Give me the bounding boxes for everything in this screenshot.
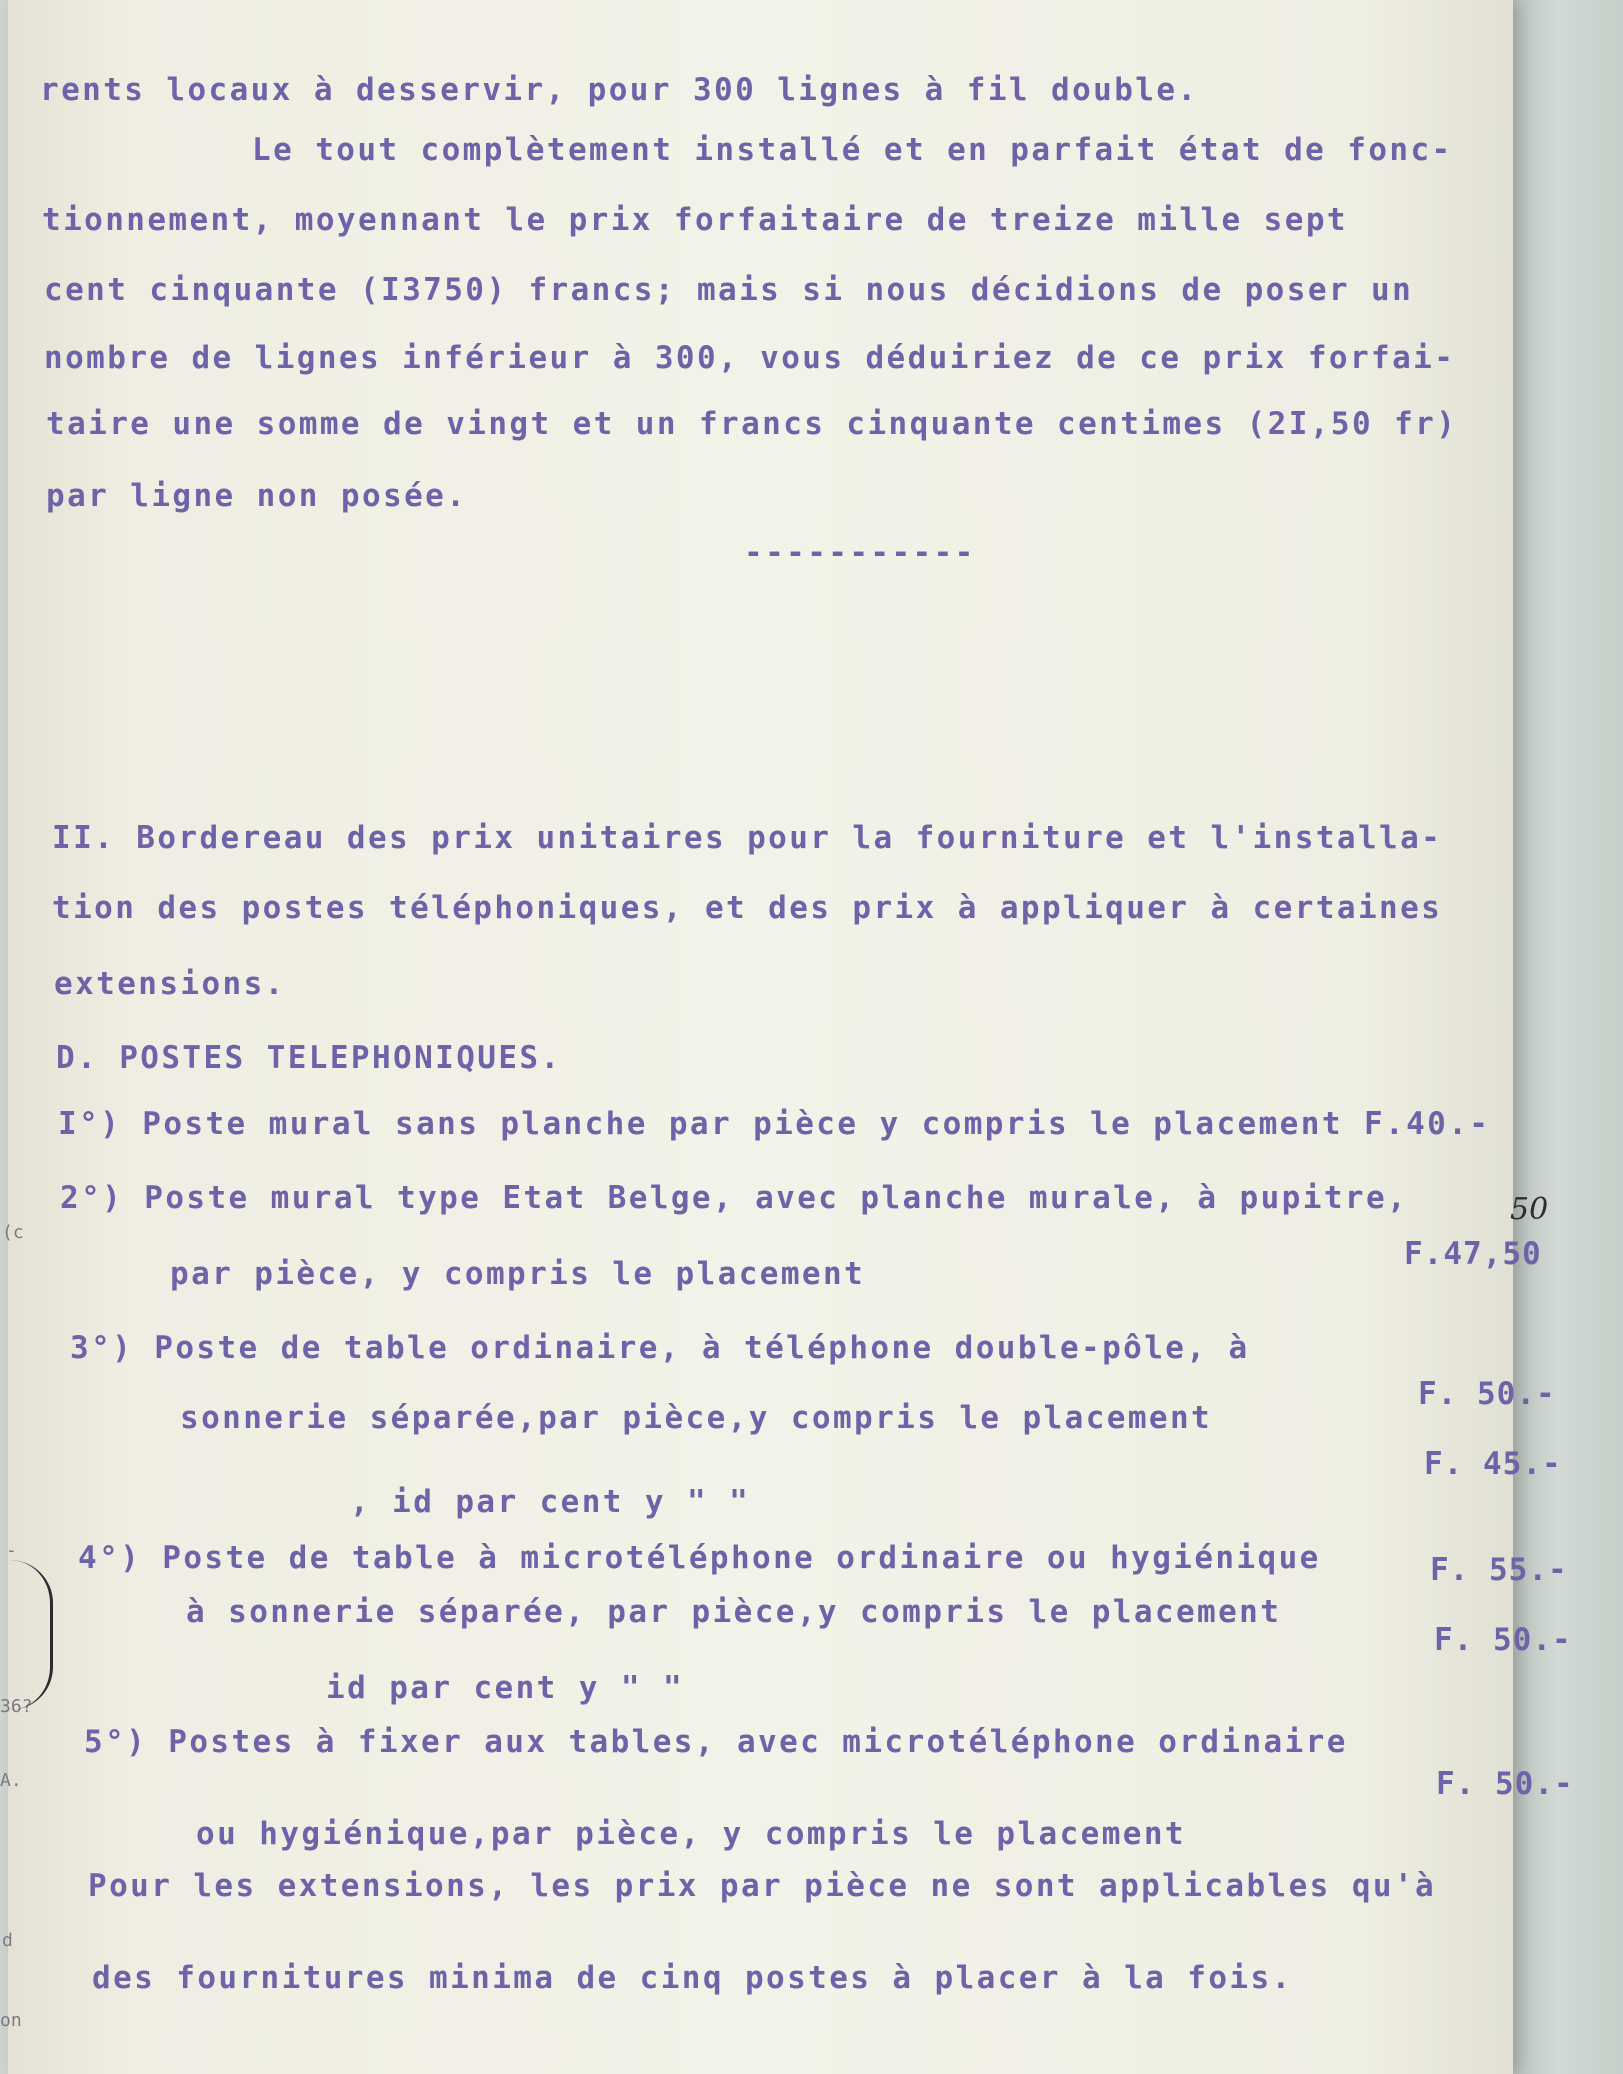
margin-mark: A. — [0, 1770, 22, 1791]
section-heading: II. Bordereau des prix unitaires pour la fourniture et l'installa- — [52, 820, 1443, 856]
note-line: des fournitures minima de cinq postes à placer à la fois. — [92, 1960, 1293, 1996]
price-item-4: 4°) Poste de table à microtéléphone ordinaire ou hygiénique — [78, 1540, 1321, 1576]
text-line: par ligne non posée. — [46, 478, 468, 514]
price-item-2: 2°) Poste mural type Etat Belge, avec planche murale, à pupitre, — [60, 1180, 1409, 1216]
price-item-4-per-hundred: id par cent y " " — [326, 1670, 685, 1706]
price-value: F. 50.- — [1436, 1766, 1574, 1802]
price-item-4-continued: à sonnerie séparée, par pièce,y compris le placement — [186, 1594, 1282, 1630]
price-item-1: I°) Poste mural sans planche par pièce y compris le placement F.40.- — [58, 1106, 1491, 1142]
text-line: rents locaux à desservir, pour 300 lignes à fil double. — [40, 72, 1199, 108]
margin-mark: d — [2, 1930, 13, 1951]
price-item-5: 5°) Postes à fixer aux tables, avec microtéléphone ordinaire — [84, 1724, 1348, 1760]
price-value: F. 55.- — [1430, 1552, 1568, 1588]
margin-mark: on — [0, 2010, 22, 2031]
price-item-2-continued: par pièce, y compris le placement — [170, 1256, 866, 1292]
price-item-3: 3°) Poste de table ordinaire, à téléphone double-pôle, à — [70, 1330, 1250, 1366]
price-item-5-continued: ou hygiénique,par pièce, y compris le placement — [196, 1816, 1186, 1852]
handwritten-bracket-mark — [10, 1560, 53, 1710]
text-line: Le tout complètement installé et en parfait état de fonc- — [252, 132, 1453, 168]
text-line: taire une somme de vingt et un francs cinquante centimes (2I,50 fr) — [46, 406, 1458, 442]
typed-letter-page — [8, 0, 1513, 2074]
separator-dashes: ----------- — [744, 535, 976, 571]
price-item-3-continued: sonnerie séparée,par pièce,y compris le placement — [180, 1400, 1213, 1436]
price-item-3-per-hundred: , id par cent y " " — [350, 1484, 751, 1520]
note-line: Pour les extensions, les prix par pièce ne sont applicables qu'à — [88, 1868, 1437, 1904]
handwritten-correction: 50 — [1510, 1192, 1549, 1227]
margin-mark: - — [6, 1540, 17, 1561]
page-edge-background — [1513, 0, 1623, 2074]
text-line: tion des postes téléphoniques, et des prix à appliquer à certaines — [52, 890, 1443, 926]
subsection-heading: D. POSTES TELEPHONIQUES. — [56, 1040, 562, 1076]
margin-mark: 36? — [0, 1696, 33, 1717]
price-value: F. 50.- — [1434, 1622, 1572, 1658]
text-line: cent cinquante (I3750) francs; mais si nous décidions de poser un — [44, 272, 1414, 308]
text-line: nombre de lignes inférieur à 300, vous déduiriez de ce prix forfai- — [44, 340, 1456, 376]
margin-mark: (c — [2, 1222, 24, 1243]
price-value: F.47,50 — [1404, 1236, 1542, 1272]
price-value: F. 45.- — [1424, 1446, 1562, 1482]
price-value: F. 50.- — [1418, 1376, 1556, 1412]
text-line: extensions. — [54, 966, 286, 1002]
text-line: tionnement, moyennant le prix forfaitaire de treize mille sept — [42, 202, 1348, 238]
